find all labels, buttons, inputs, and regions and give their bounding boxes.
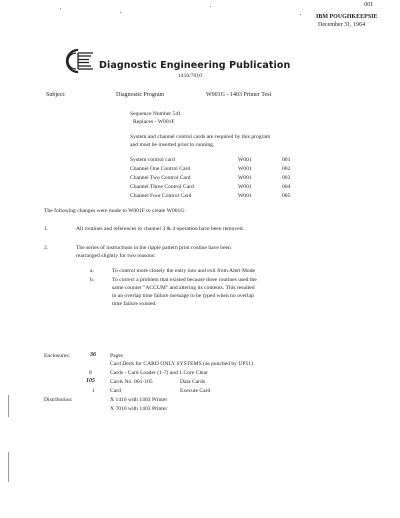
publication-title: Diagnostic Engineering Publication — [99, 60, 291, 71]
enclosure-extra: Data Cards — [180, 379, 206, 385]
program-id: W001G - 1403 Printer Test — [206, 92, 272, 98]
card-number: 001 — [282, 157, 291, 163]
changes-intro: The following changes were made to W001F to create W001G: — [44, 208, 186, 214]
page-number: 001 — [364, 2, 373, 8]
card-name: System control card — [130, 157, 175, 163]
card-number: 005 — [282, 193, 291, 199]
card-name: Channel Three Control Card — [130, 184, 194, 190]
scan-speck — [60, 8, 61, 9]
enclosure-desc: Cards No. 001-105 — [110, 379, 153, 385]
change-number: 1. — [44, 226, 49, 232]
card-number: 003 — [282, 175, 291, 181]
change-text: All routines and references to channel 3 & 4 operation have been removed. — [76, 226, 244, 232]
card-name: Channel Four Control Card — [130, 193, 192, 199]
card-name: Channel Two Control Card — [130, 175, 191, 181]
change-text: The series of instructions in the ripple pattern print routine have been — [76, 245, 231, 251]
card-id: W001 — [238, 175, 252, 181]
distribution-label: Distribution: — [44, 397, 73, 403]
distribution-item: X 7010 with 1403 Printer — [110, 406, 168, 412]
card-id: W001 — [238, 166, 252, 172]
reason-label: b. — [90, 277, 95, 283]
sequence-number: Sequence Number 541 — [130, 111, 181, 117]
reason-text: same counter "ACCUM" and altering its contents. This resulted — [112, 285, 255, 291]
card-id: W001 — [238, 193, 252, 199]
location: IBM POUGHKEEPSIE — [316, 14, 378, 20]
card-deck-line: Card Deck for CARD ONLY SYSTEMS (as punched by UP51) — [110, 361, 253, 367]
scan-speck — [120, 12, 121, 13]
margin-mark — [8, 452, 9, 482]
machine-models: 1410/7010 — [178, 73, 202, 79]
card-number: 004 — [282, 184, 291, 190]
scan-speck — [300, 14, 301, 15]
card-number: 002 — [282, 166, 291, 172]
reason-text: time failure existed. — [112, 301, 157, 307]
date: December 31, 1964 — [318, 22, 366, 28]
reason-text: To control more closely the entry into and exit from Alert Mode — [112, 268, 255, 274]
subject-label: Subject: — [46, 92, 66, 98]
change-number: 2. — [44, 245, 49, 251]
enclosure-desc: Card — [110, 388, 121, 394]
enclosure-qty: 1 — [92, 388, 95, 394]
distribution-item: X 1410 with 1403 Printer — [110, 397, 168, 403]
card-id: W001 — [238, 157, 252, 163]
replaces: Replaces - W001F — [133, 119, 175, 125]
reason-text: in an overlap time failure message to be typed when no overlap — [112, 293, 254, 299]
intro-line: and must be inserted prior to running. — [130, 142, 215, 148]
enclosure-unit: Pages — [110, 353, 124, 359]
enclosure-desc: Cards - Card Loader (1-7) and 1 Core Clear — [110, 370, 208, 376]
program-name: Diagnostic Program — [116, 92, 165, 98]
margin-mark — [8, 395, 9, 417]
card-id: W001 — [238, 184, 252, 190]
reason-label: a. — [90, 268, 94, 274]
card-name: Channel One Control Card — [130, 166, 191, 172]
enclosure-extra: Execute Card — [180, 388, 211, 394]
scan-speck — [210, 6, 211, 7]
ce-logo-icon — [60, 47, 96, 75]
change-text: rearranged slightly for two reasons: — [76, 253, 156, 259]
enclosure-qty: 8 — [89, 370, 92, 376]
enclosure-count: 36 — [90, 352, 96, 358]
intro-line: System and channel control cards are required by this program — [130, 134, 271, 140]
enclosures-label: Enclosures: — [44, 353, 71, 359]
reason-text: To correct a problem that existed because three routines used the — [112, 277, 257, 283]
enclosure-qty: 105 — [86, 378, 95, 384]
